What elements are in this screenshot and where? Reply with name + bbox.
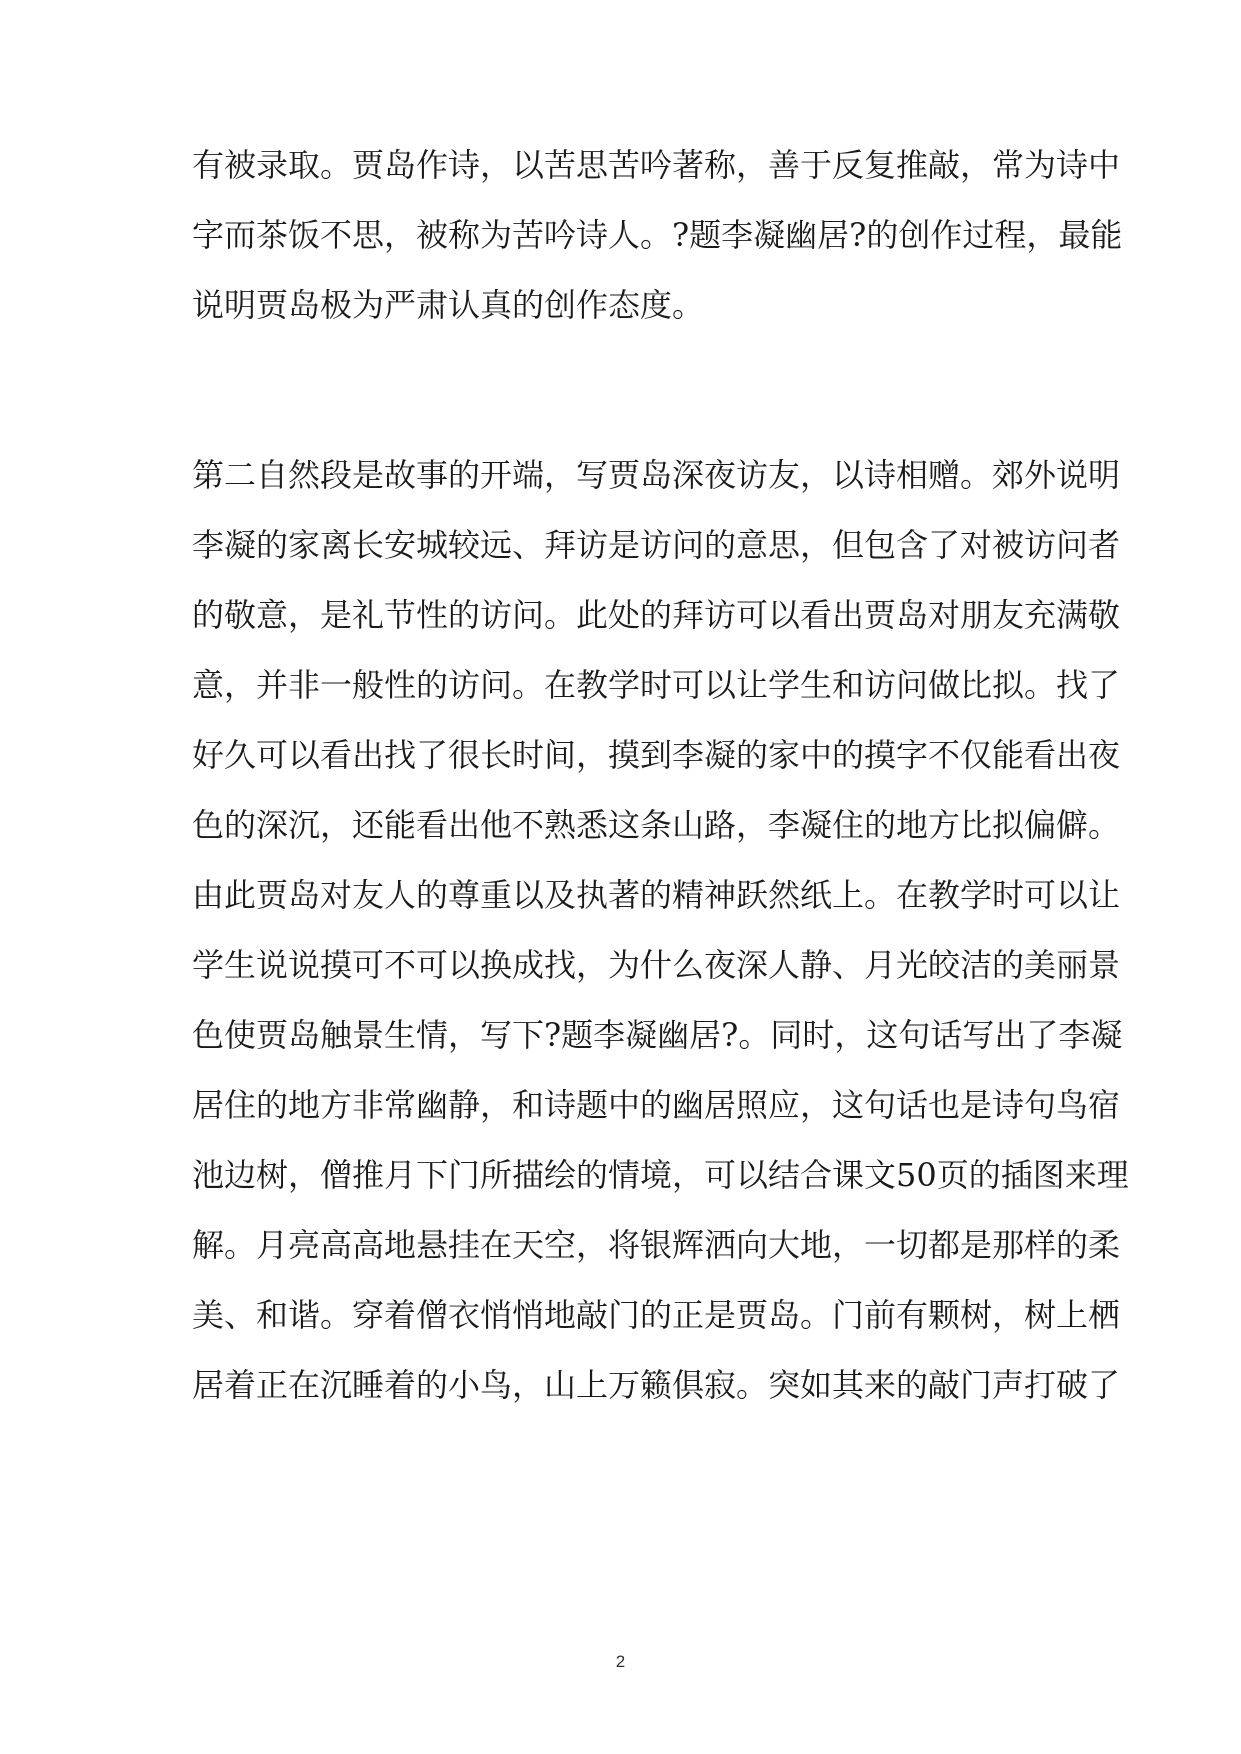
- paragraph-line: 色使贾岛触景生情，写下?题李凝幽居?。同时，这句话写出了李凝: [192, 1016, 1123, 1054]
- paragraph-line: 学生说说摸可不可以换成找，为什么夜深人静、月光皎洁的美丽景: [192, 946, 1121, 984]
- page-number: 2: [615, 1652, 626, 1671]
- paragraph-line: 色的深沉，还能看出他不熟悉这条山路，李凝住的地方比拟偏僻。: [192, 806, 1121, 844]
- paragraph-line: 池边树，僧推月下门所描绘的情境，可以结合课文50页的插图来理: [192, 1156, 1129, 1194]
- paragraph-line: 意，并非一般性的访问。在教学时可以让学生和访问做比拟。找了: [192, 666, 1121, 704]
- paragraph-line: 居住的地方非常幽静，和诗题中的幽居照应，这句话也是诗句鸟宿: [192, 1086, 1121, 1124]
- paragraph-line: 的敬意，是礼节性的访问。此处的拜访可以看出贾岛对朋友充满敬: [192, 596, 1121, 634]
- paragraph-line: 说明贾岛极为严肃认真的创作态度。: [192, 286, 705, 324]
- paragraph-line: 居着正在沉睡着的小鸟，山上万籁俱寂。突如其来的敲门声打破了: [192, 1366, 1121, 1404]
- paragraph-1: [192, 130, 1123, 340]
- paragraph-line: 第二自然段是故事的开端，写贾岛深夜访友，以诗相赠。郊外说明: [192, 456, 1121, 494]
- paragraph-line: 由此贾岛对友人的尊重以及执著的精神跃然纸上。在教学时可以让: [192, 876, 1121, 914]
- paragraph-line: 解。月亮高高地悬挂在天空，将银辉洒向大地，一切都是那样的柔: [192, 1226, 1121, 1264]
- paragraph-line: 有被录取。贾岛作诗，以苦思苦吟著称，善于反复推敲，常为诗中: [192, 146, 1121, 184]
- paragraph-line: 好久可以看出找了很长时间，摸到李凝的家中的摸字不仅能看出夜: [192, 736, 1121, 774]
- paragraph-line: 李凝的家离长安城较远、拜访是访问的意思，但包含了对被访问者: [192, 526, 1121, 564]
- paragraph-2: [192, 440, 1129, 1420]
- paragraph-line: 美、和谐。穿着僧衣悄悄地敲门的正是贾岛。门前有颗树，树上栖: [192, 1296, 1121, 1334]
- paragraph-line: 字而茶饭不思，被称为苦吟诗人。?题李凝幽居?的创作过程，最能: [192, 216, 1123, 254]
